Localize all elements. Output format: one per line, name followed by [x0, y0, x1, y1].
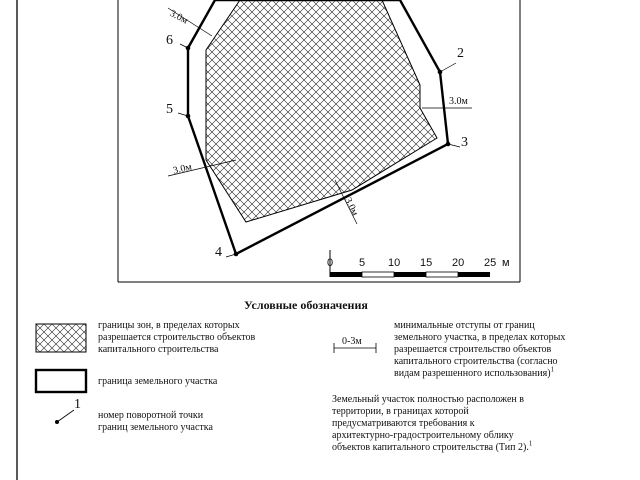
- legend-point-line-1: номер поворотной точки: [98, 410, 204, 421]
- point-number-4: 4: [215, 245, 222, 260]
- legend-parcel-sample: [36, 370, 86, 392]
- setback-label-right: 3.0м: [449, 96, 468, 107]
- legend-hatch-sample: [36, 324, 86, 352]
- legend-hatch-line-1: границы зон, в пределах которых: [98, 320, 240, 331]
- legend-point-sample-number: 1: [74, 397, 81, 412]
- scale-tick-25: 25: [484, 257, 497, 269]
- legend-note-line-4: архитектурно-градостроительному облику: [332, 430, 514, 441]
- legend-point-line-2: границ земельного участка: [98, 422, 213, 433]
- legend-setback-line-2: земельного участка, в пределах которых: [394, 332, 566, 343]
- legend-hatch-line-3: капитального строительства: [98, 344, 219, 355]
- legend-parcel-text: граница земельного участка: [98, 376, 218, 387]
- scale-tick-20: 20: [452, 257, 465, 269]
- legend-note-footnote-mark: 1: [528, 439, 533, 448]
- scale-bar: [330, 250, 490, 277]
- scale-tick-0: 0: [327, 257, 334, 269]
- point-number-2: 2: [457, 46, 464, 61]
- legend-setback-line-3: разрешается строительство объектов: [394, 344, 552, 355]
- legend-setback-line-5: видам разрешенного использования)$^1$: [394, 365, 555, 379]
- point-number-5: 5: [166, 102, 173, 117]
- setback-label-left: 3.0м: [172, 161, 193, 177]
- legend-title: Условные обозначения: [244, 298, 368, 312]
- scale-tick-15: 15: [420, 257, 433, 269]
- buildable-zone: [206, 0, 437, 222]
- legend-note-line-2: территории, в границах которой: [332, 406, 469, 417]
- setback-label-bottom: 3.0м: [342, 196, 361, 218]
- legend-setback-footnote-mark: 1: [550, 365, 555, 374]
- legend-note-line-3: предусматриваются требования к: [332, 418, 475, 429]
- legend-hatch-line-2: разрешается строительство объектов: [98, 332, 256, 343]
- scale-tick-5: 5: [359, 257, 366, 269]
- legend-setback-line-1: минимальные отступы от границ: [394, 320, 535, 331]
- scale-tick-10: 10: [388, 257, 401, 269]
- setback-label-top: 3.0м: [167, 8, 190, 27]
- point-number-3: 3: [461, 135, 468, 150]
- point-number-6: 6: [166, 33, 173, 48]
- legend-setback-line-4: капитального строительства (согласно: [394, 356, 558, 367]
- scale-unit: м: [502, 257, 510, 269]
- legend-note-line-1: Земельный участок полностью расположен в: [332, 394, 524, 405]
- legend-note-line-5: объектов капитального строительства (Тип 2).$^1$: [332, 439, 533, 453]
- legend-setback-sample-label: 0-3м: [342, 336, 362, 347]
